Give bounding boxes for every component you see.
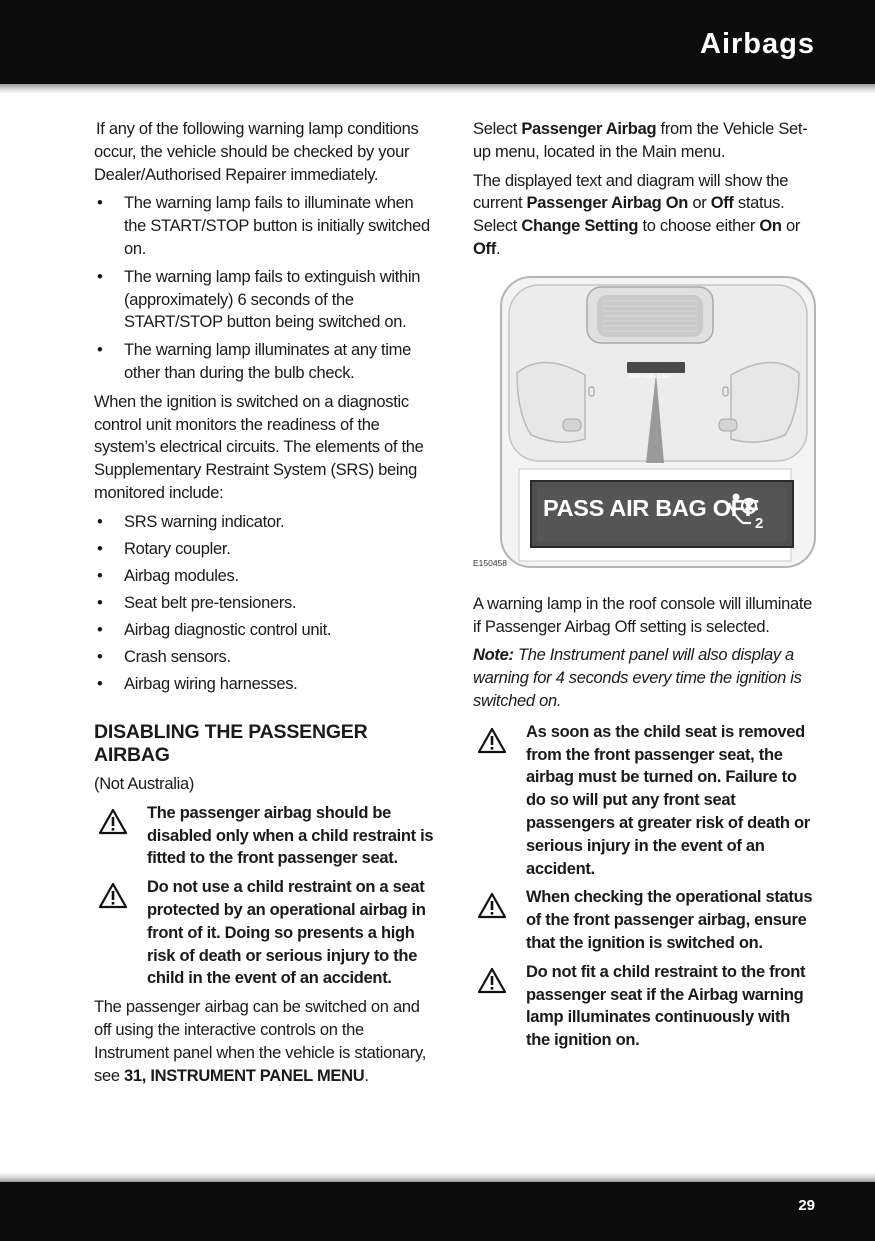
list-item: • Crash sensors. <box>94 646 439 669</box>
warning-text: As soon as the child seat is removed from the front passenger seat, the airbag must be turned on. Failure to do so will put any front seat passengers at greater risk of death or serious injury in the event of an accident. <box>526 722 810 878</box>
header-divider <box>0 84 875 94</box>
warning-block <box>473 721 818 881</box>
warning-block <box>473 961 818 1052</box>
srs-elements-list <box>94 511 439 696</box>
bullet-dot-icon: • <box>97 512 103 531</box>
bullet-dot-icon: • <box>97 341 103 360</box>
select-paragraph: Select Passenger Airbag from the Vehicle Set-up menu, located in the Main menu. <box>473 120 808 161</box>
section-heading: DISABLING THE PASSENGER AIRBAG <box>94 721 368 767</box>
bullet-dot-icon: • <box>97 647 103 666</box>
svg-text:2: 2 <box>755 514 764 532</box>
warning-block <box>94 876 439 990</box>
warning-triangle-icon <box>94 876 147 990</box>
list-item: • Rotary coupler. <box>94 538 439 561</box>
lamp-conditions-list <box>94 192 439 384</box>
region-note: (Not Australia) <box>94 775 195 794</box>
footer-divider <box>0 1172 875 1182</box>
warning-text: The passenger airbag should be disabled only when a child restraint is fitted to the front passenger seat. <box>147 803 434 868</box>
airbag-status-display: PASS AIR BAG OFF <box>543 494 759 521</box>
warning-text: Do not use a child restraint on a seat protected by an operational airbag in front of it. Doing so presents a high risk of death or serious injury to the child in the event of an accident. <box>147 878 426 988</box>
list-item: • The warning lamp illuminates at any time other than during the bulb check. <box>97 341 411 382</box>
bullet-dot-icon: • <box>97 593 103 612</box>
switch-paragraph: The passenger airbag can be switched on and off using the interactive controls on the Instrument panel when the vehicle is stationary, see 31, INSTRUMENT PANEL MENU. <box>94 998 426 1085</box>
left-column <box>94 118 439 1093</box>
list-item: • The warning lamp fails to illuminate when the START/STOP button is initially switched on. <box>97 194 430 258</box>
bullet-dot-icon: • <box>97 674 103 693</box>
bullet-dot-icon: • <box>97 620 103 639</box>
display-paragraph: The displayed text and diagram will show the current Passenger Airbag On or Off status. Select Change Setting to choose either On or Off. <box>473 171 801 258</box>
lamp-paragraph: A warning lamp in the roof console will illuminate if Passenger Airbag Off setting is selected. <box>473 594 813 636</box>
warning-triangle-icon <box>94 802 147 870</box>
warning-block <box>94 802 439 870</box>
list-item: • The warning lamp fails to extinguish within (approximately) 6 seconds of the START/STOP button being switched on. <box>97 267 421 332</box>
warning-block <box>473 886 818 954</box>
page-title: Airbags <box>700 28 815 60</box>
list-item: • Airbag modules. <box>94 565 439 588</box>
list-item: • SRS warning indicator. <box>94 511 439 534</box>
warning-text: Do not fit a child restraint to the front passenger seat if the Airbag warning lamp illuminates continuously with the ignition on. <box>526 962 806 1050</box>
warning-triangle-icon <box>473 961 526 1052</box>
warning-triangle-icon <box>473 721 526 881</box>
roof-console-figure <box>473 273 818 579</box>
intro-paragraph: If any of the following warning lamp conditions occur, the vehicle should be checked by your Dealer/Authorised Repairer immediately. <box>94 120 419 184</box>
diagnostic-paragraph: When the ignition is switched on a diagnostic control unit monitors the readiness of the system’s electrical circuits. The elements of the Supplementary Restraint System (SRS) being monitored include: <box>94 392 424 502</box>
bullet-dot-icon: • <box>97 566 103 585</box>
bullet-dot-icon: • <box>97 267 103 286</box>
roof-console-label: PASS AIRBAG OFF <box>630 373 671 379</box>
bullet-dot-icon: • <box>97 194 103 213</box>
roof-console-illustration <box>473 273 818 579</box>
page-number: 29 <box>798 1197 815 1214</box>
list-item: • Airbag diagnostic control unit. <box>94 619 439 642</box>
figure-code: E150458 <box>473 557 508 568</box>
footer-bar <box>0 1182 875 1241</box>
cross-reference-link[interactable]: 31, INSTRUMENT PANEL MENU <box>124 1066 365 1085</box>
warning-triangle-icon <box>473 886 526 954</box>
warning-text: When checking the operational status of the front passenger airbag, ensure that the ignition is switched on. <box>526 888 813 952</box>
list-item: • Airbag wiring harnesses. <box>94 673 439 696</box>
note-paragraph: Note: The Instrument panel will also display a warning for 4 seconds every time the ignition is switched on. <box>473 646 802 710</box>
right-column <box>473 118 818 1058</box>
bullet-dot-icon: • <box>97 539 103 558</box>
list-item: • Seat belt pre-tensioners. <box>94 592 439 615</box>
